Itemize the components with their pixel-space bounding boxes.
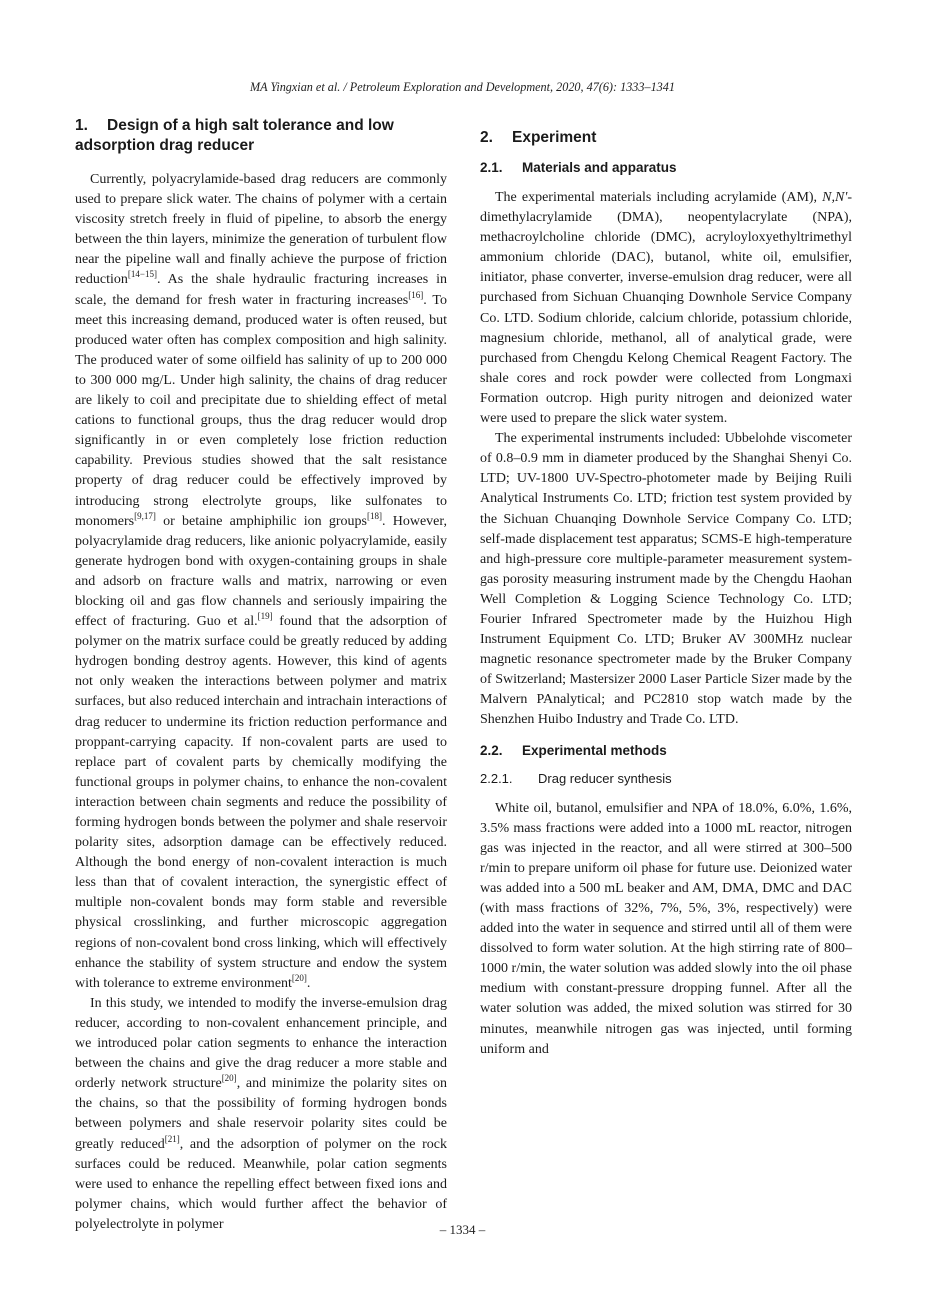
citation: [16]	[408, 289, 424, 300]
subsubsection-2-2-1-number: 2.2.1.	[480, 770, 513, 786]
section-2-number: 2.	[480, 129, 493, 146]
subsection-2-2-title: Experimental methods	[522, 742, 667, 758]
subsection-2-2-heading	[480, 741, 852, 761]
text-run: Currently, polyacrylamide-based drag reducers are commonly used to prepare slick water. The chains of polymer with a certain viscosity stretch freely in fluid of pipeline, to absorb the energy between the thin layers, minimize the generation of turbulent flow near the pipeline wall and finally achieve the purpose of friction reduction	[75, 172, 447, 288]
text-run: or betaine amphiphilic ion groups	[155, 513, 368, 529]
subsection-2-1-paragraph-2: The experimental instruments included: Ubbelohde viscometer of 0.8–0.9 mm in diameter produced by the Shanghai Shenyi Co. LTD; UV-1800 UV-Spectro-photometer made by Beijing Ruili Analytical Instruments Co. LTD; friction test system provided by the Sichuan Chuanqing Downhole Service Company Co. LTD; self-made displacement test apparatus; SCMS-E high-temperature and high-pressure core multiple-parameter measurement system-gas porosity measuring instrument made by the Chengdu Haohan Well Completion & Logging Science Technology Co. LTD; Fourier Infrared Spectrometer made by the Huizhou High Instrument Equipment Co. LTD; Bruker AV 300MHz nuclear magnetic resonance spectrometer made by the Bruker Company of Switzerland; Mastersizer 2000 Laser Particle Sizer made by the Malvern PAnalytical; and PC2810 stop watch made by the Shenzhen Huibo Industry and Trade Co. LTD.	[480, 431, 852, 728]
subsection-2-1-heading	[480, 158, 852, 178]
text-run: found that the adsorption of polymer on the matrix surface could be greatly reduced by adding hydrogen bonding destroy agents. However, this kind of agents not only weaken the interactions between polymer and matrix surfaces, but also reduced interchain and intrachain interactions of drag reducer to undermine its friction reduction performance and proppant-carrying capacity. If non-covalent parts are used to replace part of covalent parts by chemically modifying the functional groups in polymer chains, to enhance the non-covalent interaction between chain segments and reduce the possibility of forming hydrogen bonds between the polymer and shale reservoir polarity sites, adsorption damage can be effectively reduced. Although the bond energy of non-covalent interaction is much less than that of covalent interaction, the synergistic effect of multiple non-covalent bonds may form stable and reversible physical crosslinking, and further microscopic aggregation regions of non-covalent bond cross linking, which will effectively enhance the stability of system structure and endow the system with tolerance to extreme environment	[75, 614, 447, 991]
subsection-2-2-number: 2.2.	[480, 742, 503, 758]
subsection-2-1-title: Materials and apparatus	[522, 160, 677, 175]
citation: [20]	[221, 1073, 237, 1084]
citation: [14−15]	[127, 269, 157, 280]
section-2-heading	[480, 128, 852, 148]
text-run: , and minimize the polarity sites on the chains, so that the possibility of forming hydrogen bonds between polymers and shale reservoir polarity sites could be greatly reduced	[75, 1076, 447, 1152]
text-run: In this study, we intended to modify the inverse-emulsion drag reducer, according to non-covalent enhancement principle, and we introduced polar cation segments to enhance the interaction between the chains and give the drag reducer a more stable and orderly network structure	[75, 995, 447, 1092]
section-1-title: Design of a high salt tolerance and low adsorption drag reducer	[75, 117, 394, 154]
text-run: . However, polyacrylamide drag reducers, like anionic polyacrylamide, easily generate hydrogen bond with oxygen-containing groups in shale and adsorb on fracture walls and matrix, narrowing or even blocking oil and gas flow channels and seriously impairing the effect of fracturing. Guo et al.	[75, 513, 448, 630]
citation: [9,17]	[134, 510, 156, 521]
section-1-paragraph-1	[75, 170, 447, 994]
subsubsection-2-2-1-paragraph-1: White oil, butanol, emulsifier and NPA of 18.0%, 6.0%, 1.6%, 3.5% mass fractions were added into a 1000 mL reactor, nitrogen gas was injected in the reactor, and all were stirred at 300–500 r/min to prepare uniform oil phase for future use. Deionized water was added into a 500 mL beaker and AM, DMA, DMC and DAC (with mass fractions of 32%, 7%, 5%, 3%, respectively) were added into the water in sequence and stirred until all of them were dissolved to form water solution. At the high stirring rate of 800–1000 r/min, the water solution was added slowly into the oil phase medium with constant-pressure dropping funnel. After all the water solution was added, the mixed solution was stirred for 30 minutes, meanwhile nitrogen gas was injected, until forming uniform and	[480, 800, 852, 1057]
section-1-paragraph-2	[75, 994, 447, 1235]
subsubsection-2-2-1-heading	[480, 769, 852, 789]
italic-text: N,N'	[822, 190, 848, 205]
citation: [19]	[257, 611, 273, 622]
subsection-2-1-paragraph-1	[480, 188, 852, 429]
text-run: The experimental materials including acrylamide (AM),	[495, 190, 823, 205]
text-run: -dimethylacrylamide (DMA), neopentylacrylate (NPA), methacroylcholine chloride (DMC), acryloyloxyethyltrimethyl ammonium chloride (DAC), butanol, white oil, emulsifier, initiator, phase converter, inverse-emulsion drag reducer, were all purchased from Sichuan Chuanqing Downhole Service Company Co. LTD. Sodium chloride, calcium chloride, potassium chloride, magnesium chloride, methanol, all of analytical grade, were purchased from Chengdu Kelong Chemical Reagent Factory. The shale cores and rock powder were collected from Longmaxi Formation outcrop. High purity nitrogen and deionized water were used to prepare the slick water system.	[480, 190, 852, 427]
section-1-heading	[75, 116, 447, 156]
left-column	[75, 116, 447, 1235]
text-run: . As the shale hydraulic fracturing increases in scale, the demand for fresh water in fracturing increases	[75, 272, 447, 308]
text-run: .	[306, 975, 311, 991]
right-column	[480, 116, 852, 1060]
running-head: MA Yingxian et al. / Petroleum Exploration and Development, 2020, 47(6): 1333–1341	[250, 80, 675, 94]
text-run: . To meet this increasing demand, produced water is often reused, but produced water often has complex composition and high salinity. The produced water of some oilfield has salinity of up to 200 000 to 300 000 mg/L. Under high salinity, the chains of drag reducer are likely to coil and precipitate due to shielding effect of metal cations to functional groups, thus the drag reducer would drop significantly in or even completely lose friction reduction capability. Previous studies showed that the salt resistance property of drag reducer could be effectively improved by introducing strong electrolyte groups, like sulfonates to monomers	[75, 292, 447, 529]
page-number: – 1334 –	[439, 1222, 486, 1237]
section-1-number: 1.	[75, 117, 88, 134]
subsubsection-2-2-1-title: Drag reducer synthesis	[538, 770, 672, 786]
section-2-title: Experiment	[512, 129, 597, 146]
citation: [18]	[367, 510, 383, 521]
citation: [21]	[164, 1133, 180, 1144]
text-run: , and the adsorption of polymer on the rock surfaces could be reduced. Meanwhile, polar cation segments were used to enhance the repelling effect between fixed ions and polymer chains, which would further affect the behavior of polyelectrolyte in polymer	[75, 1136, 447, 1232]
subsection-2-1-number: 2.1.	[480, 160, 503, 175]
citation: [20]	[291, 972, 307, 983]
